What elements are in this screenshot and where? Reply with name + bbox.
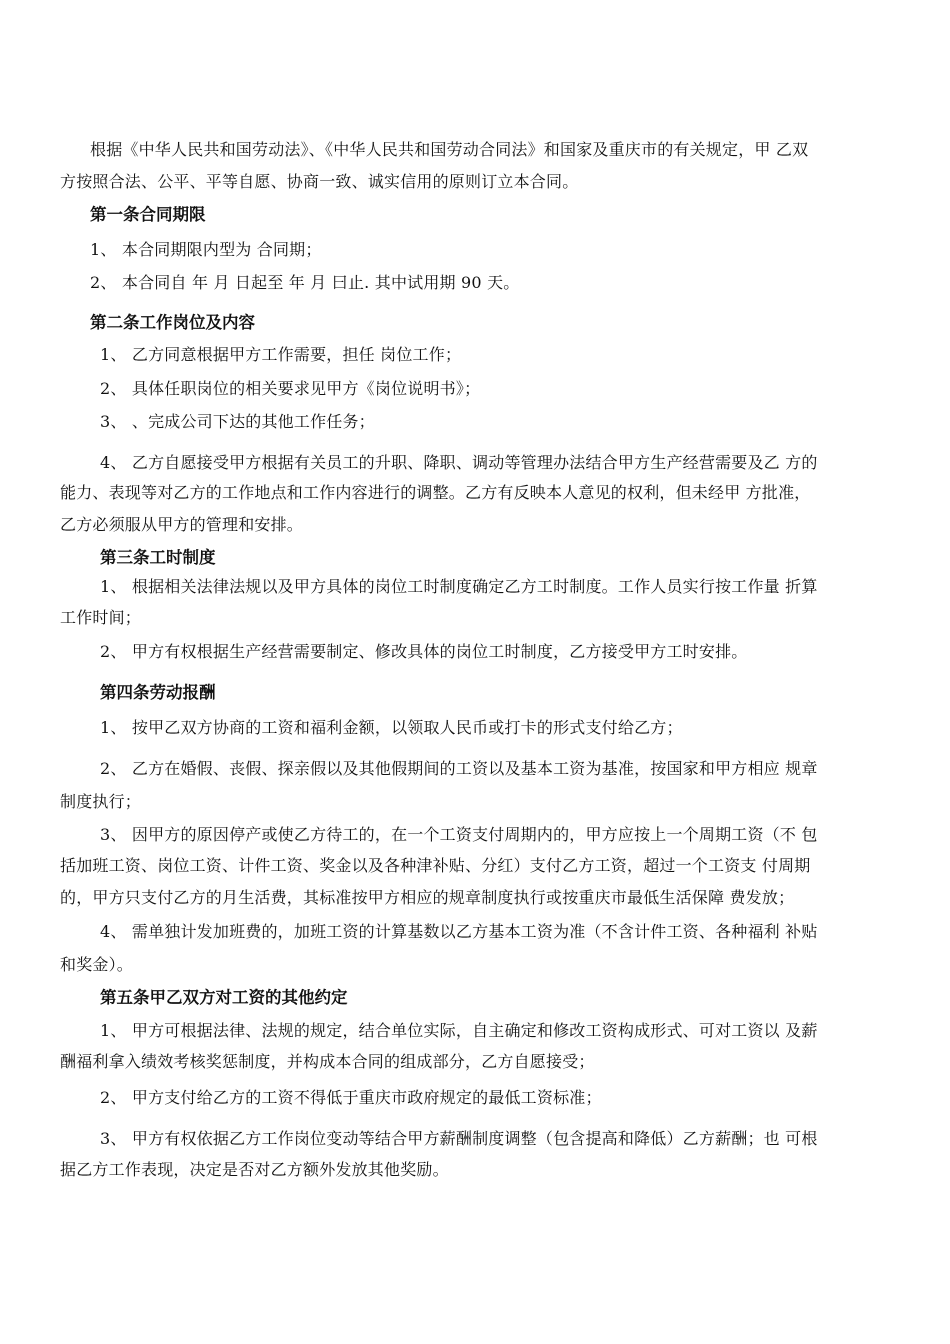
article-line: 1、 乙方同意根据甲方工作需要，担任 岗位工作； xyxy=(100,345,462,364)
article-line: 制度执行； xyxy=(60,792,142,811)
article-line: 据乙方工作表现，决定是否对乙方额外发放其他奖励。 xyxy=(60,1160,449,1179)
article-title: 第一条合同期限 xyxy=(90,205,206,224)
article-line: 1、 甲方可根据法律、法规的规定，结合单位实际，自主确定和修改工资构成形式、可对工资以 及薪 xyxy=(100,1021,818,1040)
article-line: 的，甲方只支付乙方的月生活费，其标准按甲方相应的规章制度执行或按重庆市最低生活保障 费发放； xyxy=(60,888,795,907)
article-line: 2、 具体任职岗位的相关要求见甲方《岗位说明书》； xyxy=(100,379,481,398)
article-line: 乙方必须服从甲方的管理和安排。 xyxy=(60,515,304,534)
article-line: 3、 甲方有权依据乙方工作岗位变动等结合甲方薪酬制度调整（包含提高和降低）乙方薪酬；也 可根 xyxy=(100,1129,818,1148)
article-line: 括加班工资、岗位工资、计件工资、奖金以及各种津补贴、分红）支付乙方工资，超过一个工资支 付周期 xyxy=(60,856,811,875)
article-line: 酬福利拿入绩效考核奖惩制度，并构成本合同的组成部分，乙方自愿接受； xyxy=(60,1052,595,1071)
article-title: 第四条劳动报酬 xyxy=(100,683,216,702)
article-line: 工作时间； xyxy=(60,608,142,627)
article-line: 1、 本合同期限内型为 合同期； xyxy=(90,240,322,259)
article-title: 第三条工时制度 xyxy=(100,548,216,567)
article-line: 3、 因甲方的原因停产或使乙方待工的，在一个工资支付周期内的，甲方应按上一个周期工资（不 包 xyxy=(100,825,818,844)
article-line: 2、 乙方在婚假、丧假、探亲假以及其他假期间的工资以及基本工资为基准，按国家和甲方相应 规章 xyxy=(100,759,818,778)
intro-line: 根据《中华人民共和国劳动法》、《中华人民共和国劳动合同法》和国家及重庆市的有关规定，甲 乙双 xyxy=(90,140,809,159)
article-line: 1、 按甲乙双方协商的工资和福利金额，以领取人民币或打卡的形式支付给乙方； xyxy=(100,718,683,737)
article-line: 2、 甲方支付给乙方的工资不得低于重庆市政府规定的最低工资标准； xyxy=(100,1088,602,1107)
article-line: 2、 本合同自 年 月 日起至 年 月 曰止. 其中试用期 90 天。 xyxy=(90,273,520,292)
article-title: 第二条工作岗位及内容 xyxy=(90,313,255,332)
article-line: 4、 需单独计发加班费的，加班工资的计算基数以乙方基本工资为准（不含计件工资、各种福利 补贴 xyxy=(100,922,818,941)
article-line: 和奖金）。 xyxy=(60,955,134,974)
article-line: 4、 乙方自愿接受甲方根据有关员工的升职、降职、调动等管理办法结合甲方生产经营需要及乙 方的 xyxy=(100,453,818,472)
article-line: 3、 、完成公司下达的其他工作任务； xyxy=(100,412,375,431)
article-line: 1、 根据相关法律法规以及甲方具体的岗位工时制度确定乙方工时制度。工作人员实行按工作量 折算 xyxy=(100,577,818,596)
article-title: 第五条甲乙双方对工资的其他约定 xyxy=(100,988,348,1007)
article-line: 2、 甲方有权根据生产经营需要制定、修改具体的岗位工时制度，乙方接受甲方工时安排。 xyxy=(100,642,748,661)
intro-line: 方按照合法、公平、平等自愿、协商一致、诚实信用的原则订立本合同。 xyxy=(60,172,579,191)
article-line: 能力、表现等对乙方的工作地点和工作内容进行的调整。乙方有反映本人意见的权利，但未经甲 方批准， xyxy=(60,483,811,502)
